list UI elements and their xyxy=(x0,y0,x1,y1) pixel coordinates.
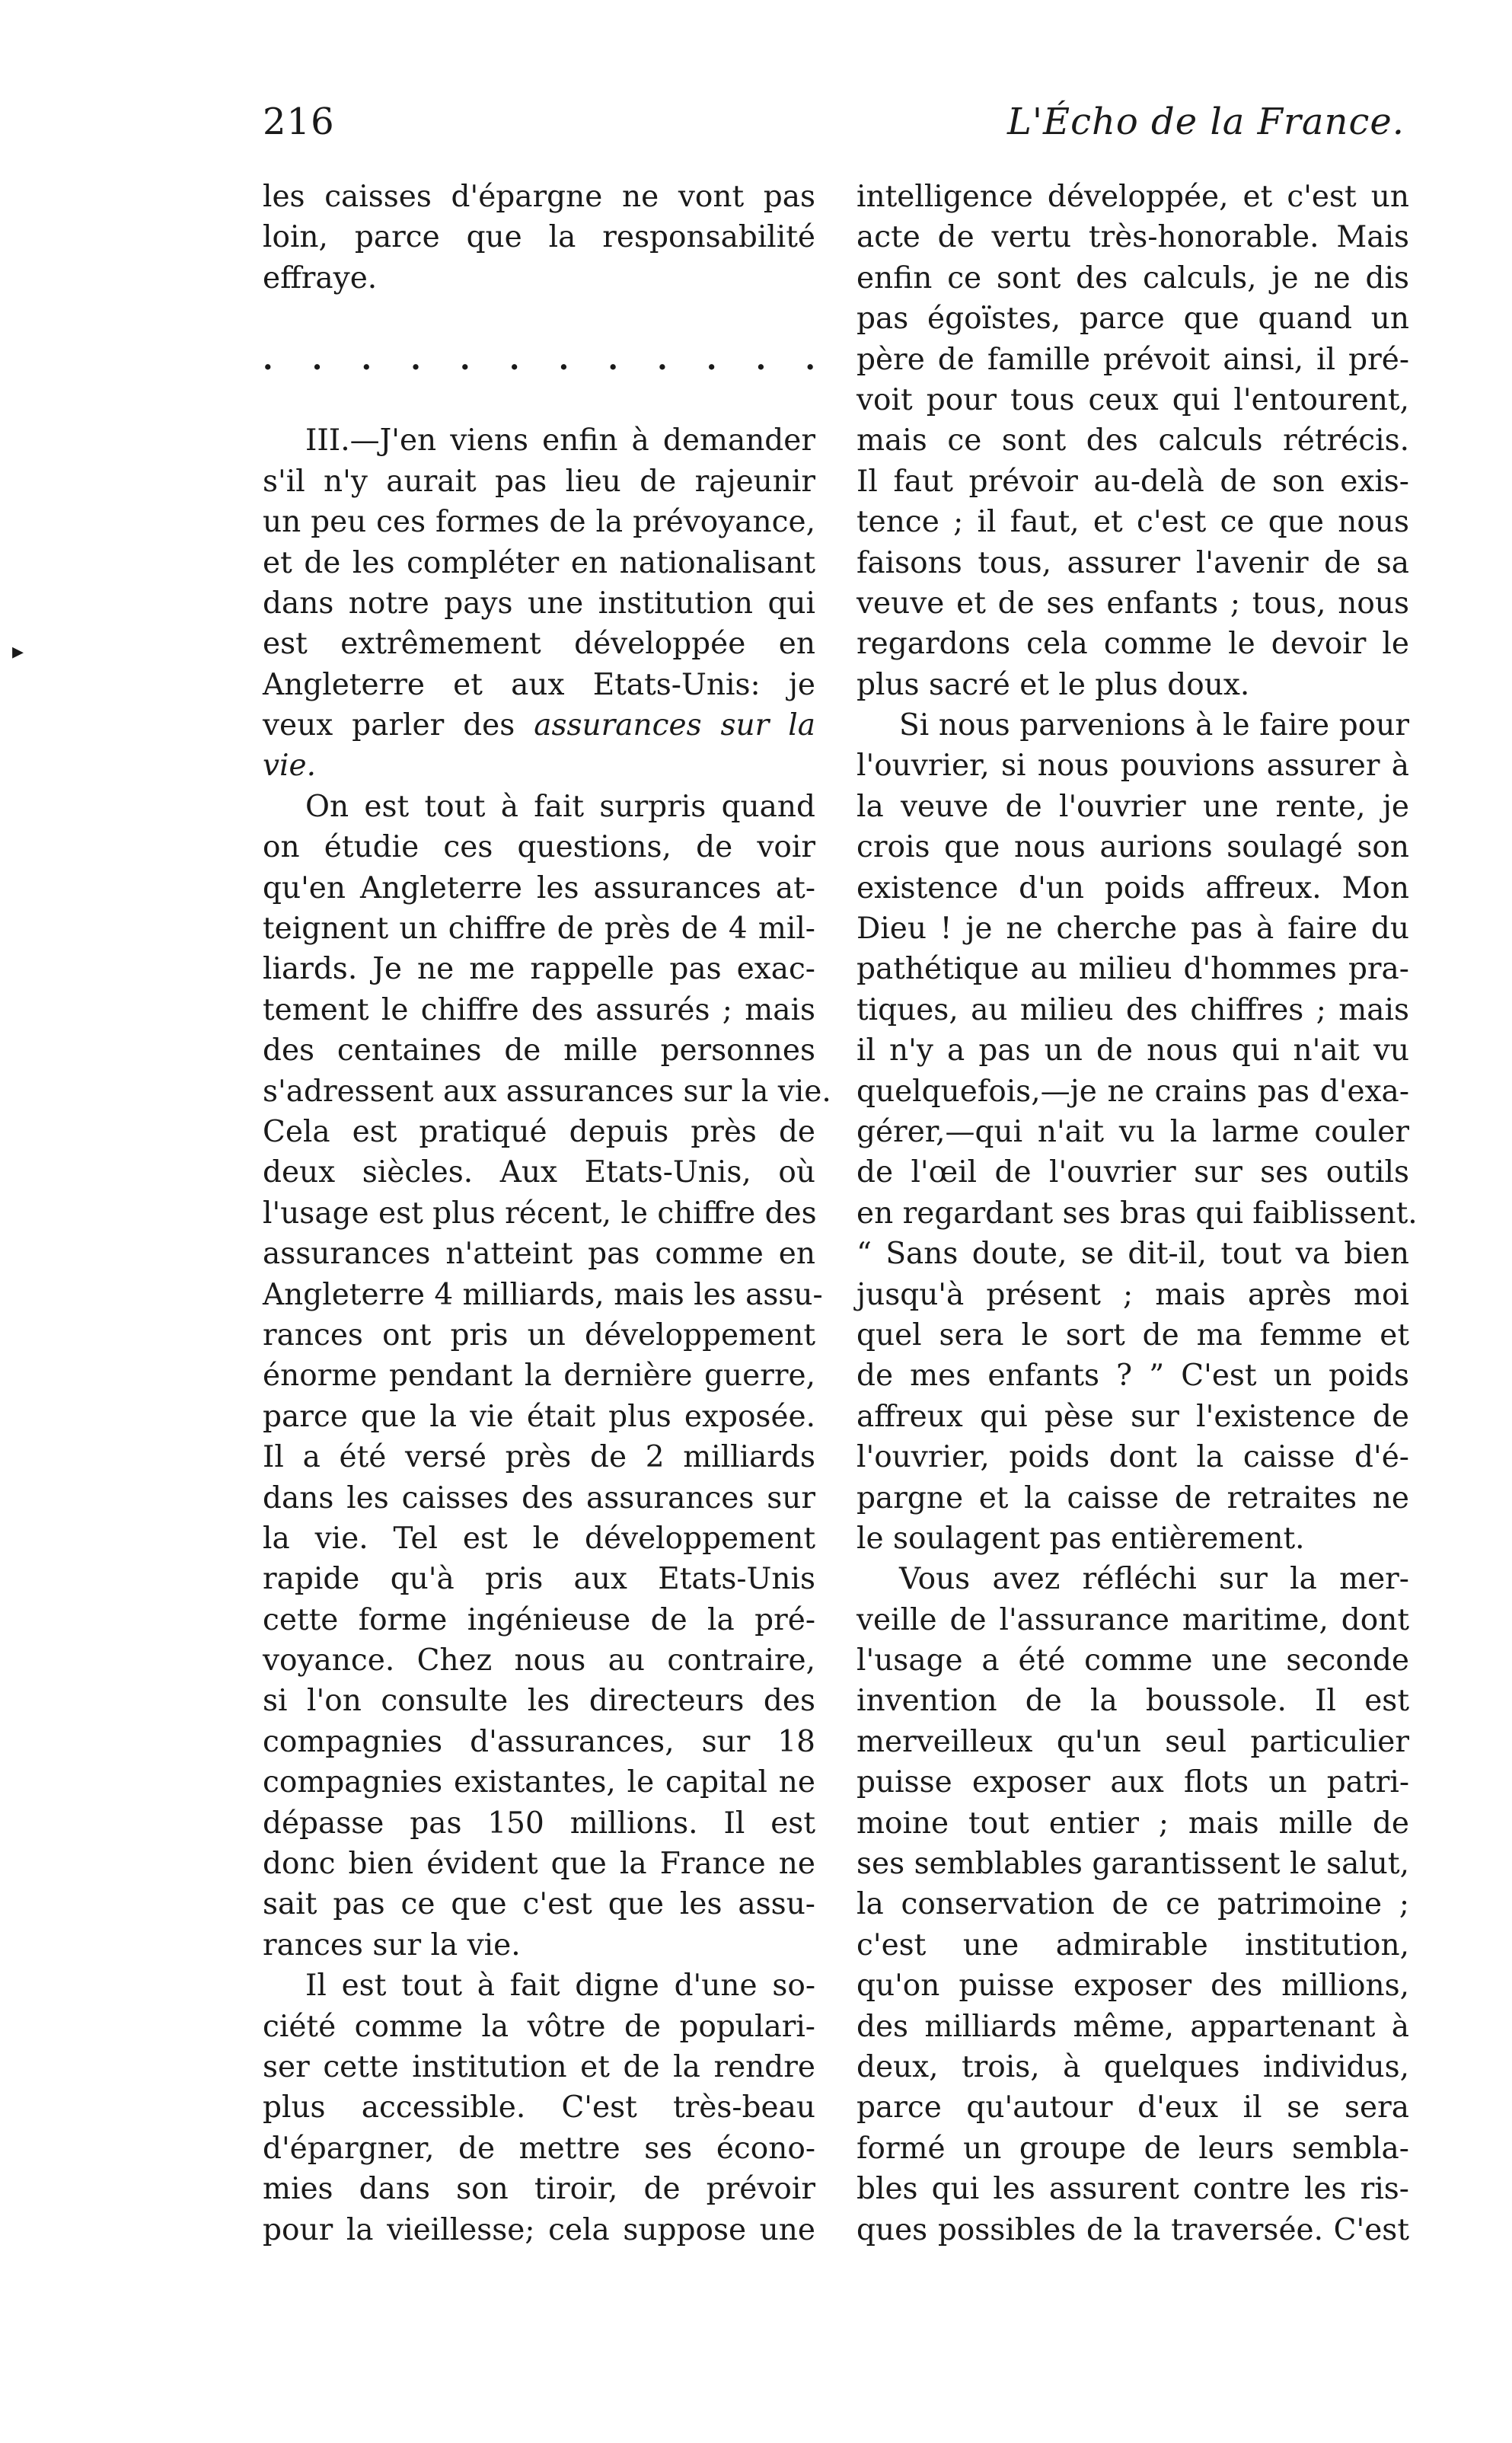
text-line: mies dans son tiroir, de prévoir xyxy=(263,2172,815,2207)
text-line: d'épargner, de mettre ses écono- xyxy=(263,2131,815,2166)
text-line: qu'en Angleterre les assurances at- xyxy=(263,870,815,905)
text-line: la veuve de l'ouvrier une rente, je xyxy=(856,789,1409,824)
text-line: quelquefois,—je ne crains pas d'exa- xyxy=(856,1074,1409,1109)
text-line-mixed xyxy=(263,705,815,746)
text-line: “ Sans doute, se dit-il, tout va bien xyxy=(856,1237,1409,1272)
text-line: compagnies d'assurances, sur 18 xyxy=(263,1724,815,1759)
text-line: formé un groupe de leurs sembla- xyxy=(856,2131,1409,2166)
text-line: des milliards même, appartenant à xyxy=(856,2009,1409,2044)
text-line: gérer,—qui n'ait vu la larme couler xyxy=(856,1114,1409,1149)
text-line: assurances n'atteint pas comme en xyxy=(263,1237,815,1272)
text-line: acte de vertu très-honorable. Mais xyxy=(856,220,1409,255)
text-line: l'usage a été comme une seconde xyxy=(856,1643,1409,1678)
text-line: donc bien évident que la France ne xyxy=(263,1847,815,1882)
text-line: Cela est pratiqué depuis près de xyxy=(263,1114,815,1149)
text-line: veille de l'assurance maritime, dont xyxy=(856,1602,1409,1637)
text-line: parce que la vie était plus exposée. xyxy=(263,1399,815,1434)
text-line: on étudie ces questions, de voir xyxy=(263,830,815,865)
text-line: parce qu'autour d'eux il se sera xyxy=(856,2090,1409,2125)
text-line: il n'y a pas un de nous qui n'ait vu xyxy=(856,1033,1409,1068)
text-line: invention de la boussole. Il est xyxy=(856,1684,1409,1719)
text-line: moine tout entier ; mais mille de xyxy=(856,1806,1409,1841)
text-line: Il faut prévoir au-delà de son exis- xyxy=(856,464,1409,499)
italic-text: assurances sur la xyxy=(534,708,815,743)
text-line: Vous avez réfléchi sur la mer- xyxy=(899,1562,1409,1597)
text-line: ques possibles de la traversée. C'est xyxy=(856,2212,1409,2247)
text-line: des centaines de mille personnes xyxy=(263,1033,815,1068)
paragraph xyxy=(856,177,1409,705)
text-line: affreux qui pèse sur l'existence de xyxy=(856,1399,1409,1434)
text-line: existence d'un poids affreux. Mon xyxy=(856,870,1409,905)
paragraph xyxy=(263,420,815,787)
text-line: dépasse pas 150 millions. Il est xyxy=(263,1806,815,1841)
text-line: loin, parce que la responsabilité xyxy=(263,220,815,255)
text-line: plus sacré et le plus doux. xyxy=(856,667,1250,702)
paragraph xyxy=(263,787,831,1966)
text-line: pas égoïstes, parce que quand un xyxy=(856,302,1409,337)
text-line: On est tout à fait surpris quand xyxy=(305,789,815,824)
text-line: pour la vieillesse; cela suppose une xyxy=(263,2212,815,2247)
text-line: III.—J'en viens enfin à demander xyxy=(305,423,815,458)
running-title: L'Écho de la France. xyxy=(1006,101,1405,143)
text-line: la vie. Tel est le développement xyxy=(263,1521,815,1556)
text-line: rances ont pris un développement xyxy=(263,1317,815,1352)
text-line: bles qui les assurent contre les ris- xyxy=(856,2172,1409,2207)
text-line: quel sera le sort de ma femme et xyxy=(856,1317,1409,1352)
text-line: un peu ces formes de la prévoyance, xyxy=(263,505,815,540)
text-line: teignent un chiffre de près de 4 mil- xyxy=(263,912,815,947)
text-line: énorme pendant la dernière guerre, xyxy=(263,1359,815,1394)
text-line: faisons tous, assurer l'avenir de sa xyxy=(856,545,1409,580)
text-line: si l'on consulte les directeurs des xyxy=(263,1684,815,1719)
paragraph xyxy=(263,1966,815,2250)
text-line: rances sur la vie. xyxy=(263,1927,521,1962)
text-line: s'adressent aux assurances sur la vie. xyxy=(263,1074,831,1109)
page-number: 216 xyxy=(263,101,335,143)
ellipsis-dots: . . . . . . . . . . . . xyxy=(263,341,815,377)
text-line: Il a été versé près de 2 milliards xyxy=(263,1440,815,1475)
text-line: puisse exposer aux flots un patri- xyxy=(856,1765,1409,1800)
text-line: Si nous parvenions à le faire pour xyxy=(899,708,1409,743)
text-line: père de famille prévoit ainsi, il pré- xyxy=(856,342,1409,377)
text-line: ser cette institution et de la rendre xyxy=(263,2049,815,2084)
text-line: les caisses d'épargne ne vont pas xyxy=(263,180,815,214)
margin-mark: ▸ xyxy=(12,638,24,665)
text-line: l'ouvrier, si nous pouvions assurer à xyxy=(856,749,1409,784)
text-line: plus accessible. C'est très-beau xyxy=(263,2090,815,2125)
italic-text-line: vie. xyxy=(263,749,316,784)
text-line: deux siècles. Aux Etats-Unis, où xyxy=(263,1155,815,1190)
text-line: deux, trois, à quelques individus, xyxy=(856,2049,1409,2084)
text-line: merveilleux qu'un seul particulier xyxy=(856,1724,1409,1759)
text-line: jusqu'à présent ; mais après moi xyxy=(856,1277,1409,1312)
text-line: ciété comme la vôtre de populari- xyxy=(263,2009,815,2044)
text-line: ses semblables garantissent le salut, xyxy=(856,1847,1409,1882)
text-line: dans les caisses des assurances sur xyxy=(263,1480,815,1515)
text-line: rapide qu'à pris aux Etats-Unis xyxy=(263,1562,815,1597)
text-line: de l'œil de l'ouvrier sur ses outils xyxy=(856,1155,1409,1190)
text-line: de mes enfants ? ” C'est un poids xyxy=(856,1359,1409,1394)
ellipsis-separator xyxy=(263,340,815,380)
text-line: compagnies existantes, le capital ne xyxy=(263,1765,815,1800)
text-line: veuve et de ses enfants ; tous, nous xyxy=(856,586,1409,621)
text-line: qu'on puisse exposer des millions, xyxy=(856,1969,1409,2004)
text-line: voit pour tous ceux qui l'entourent, xyxy=(856,382,1409,417)
text-line: tement le chiffre des assurés ; mais xyxy=(263,992,815,1027)
text-line: pargne et la caisse de retraites ne xyxy=(856,1480,1409,1515)
text-line: c'est une admirable institution, xyxy=(856,1927,1409,1962)
text-line: mais ce sont des calculs rétrécis. xyxy=(856,423,1409,458)
text-line: s'il n'y aurait pas lieu de rajeunir xyxy=(263,464,815,499)
paragraph xyxy=(856,1559,1409,2250)
text-line: Angleterre 4 milliards, mais les assu- xyxy=(263,1277,823,1312)
text-line: l'usage est plus récent, le chiffre des xyxy=(263,1196,817,1231)
text-line: tence ; il faut, et c'est ce que nous xyxy=(856,505,1409,540)
text-line: crois que nous aurions soulagé son xyxy=(856,830,1409,865)
running-head xyxy=(263,101,1405,154)
paragraph xyxy=(263,177,815,299)
right-column xyxy=(856,177,1418,2250)
text-line: est extrêmement développée en xyxy=(263,627,815,662)
text-line: liards. Je ne me rappelle pas exac- xyxy=(263,952,815,987)
text-segment: veux parler des xyxy=(263,708,515,743)
text-line: Dieu ! je ne cherche pas à faire du xyxy=(856,912,1409,947)
text-line: cette forme ingénieuse de la pré- xyxy=(263,1602,815,1637)
text-line: et de les compléter en nationalisant xyxy=(263,545,815,580)
text-line: tiques, au milieu des chiffres ; mais xyxy=(856,992,1409,1027)
text-line: le soulagent pas entièrement. xyxy=(856,1521,1305,1556)
text-line: pathétique au milieu d'hommes pra- xyxy=(856,952,1409,987)
text-line: intelligence développée, et c'est un xyxy=(856,180,1409,214)
text-line: sait pas ce que c'est que les assu- xyxy=(263,1887,815,1922)
text-line: Angleterre et aux Etats-Unis: je xyxy=(263,667,815,702)
text-line: la conservation de ce patrimoine ; xyxy=(856,1887,1409,1922)
text-line: dans notre pays une institution qui xyxy=(263,586,815,621)
text-line: en regardant ses bras qui faiblissent. xyxy=(856,1196,1418,1231)
left-column xyxy=(263,177,831,2250)
paragraph xyxy=(856,705,1418,1559)
text-line: l'ouvrier, poids dont la caisse d'é- xyxy=(856,1440,1409,1475)
text-line: effraye. xyxy=(263,260,378,295)
text-line: Il est tout à fait digne d'une so- xyxy=(305,1969,815,2004)
text-line: enfin ce sont des calculs, je ne dis xyxy=(856,260,1409,295)
text-line: regardons cela comme le devoir le xyxy=(856,627,1409,662)
text-line: voyance. Chez nous au contraire, xyxy=(263,1643,815,1678)
